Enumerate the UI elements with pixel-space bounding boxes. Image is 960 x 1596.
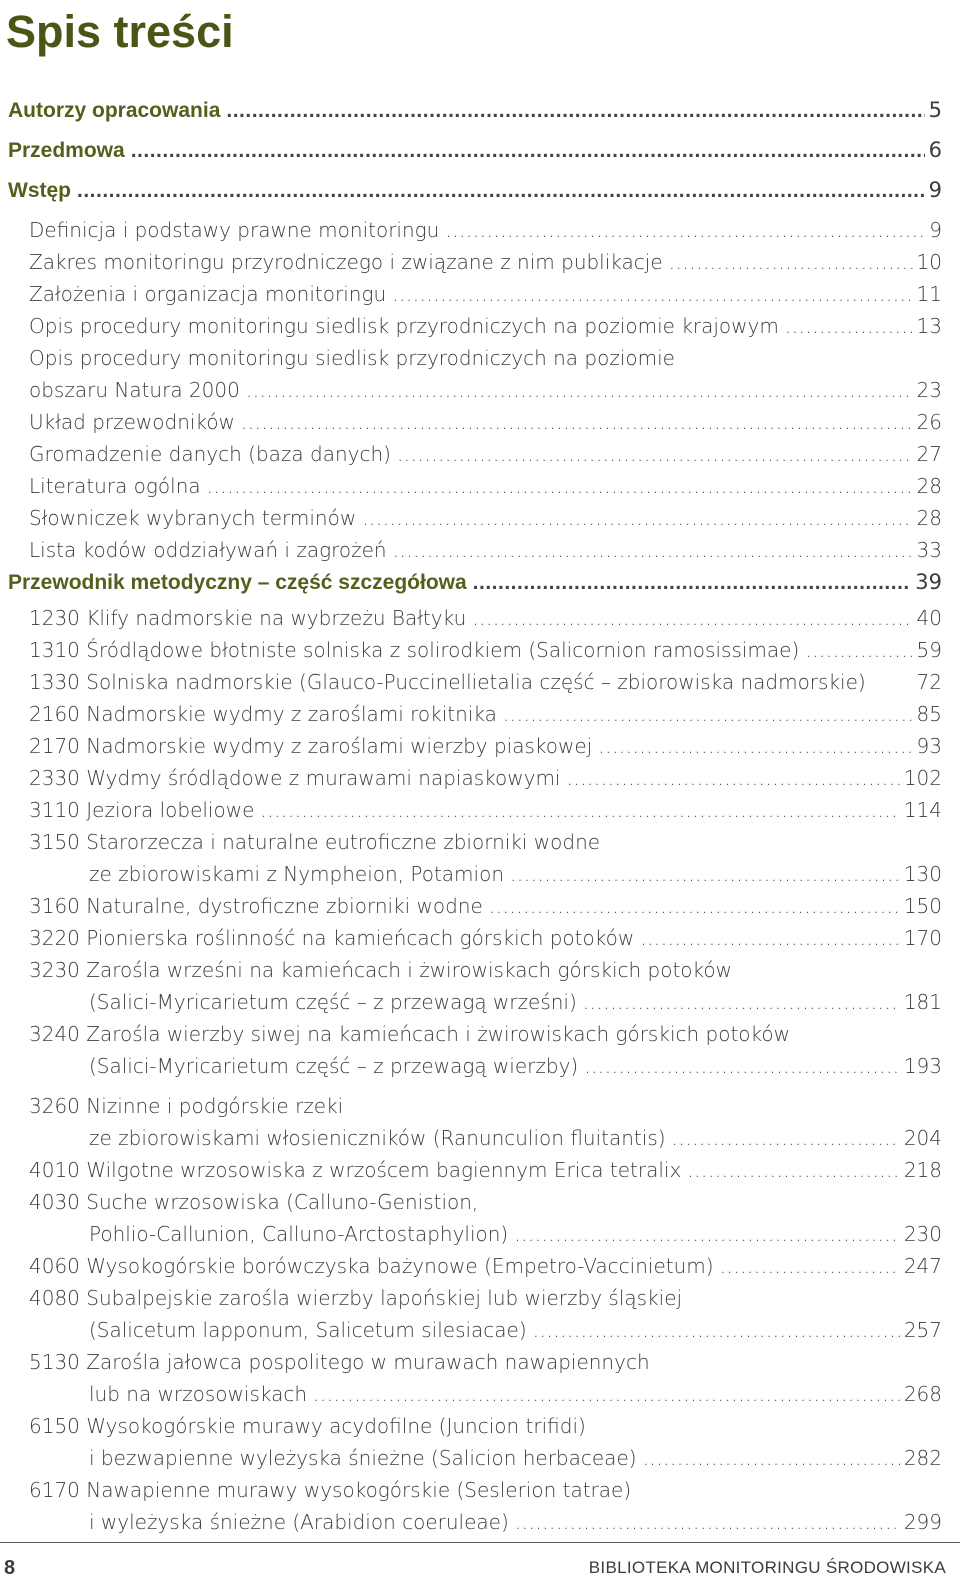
toc-entry[interactable]	[29, 699, 942, 729]
toc-entry-line: 3150 Starorzecza i naturalne eutroficzne zbiorniki wodne	[29, 830, 601, 854]
toc-page-number: 93	[916, 734, 942, 758]
toc-entry-title: 3220 Pionierska roślinność na kamieńcach górskich potoków	[29, 926, 635, 950]
toc-entry[interactable]	[29, 795, 942, 825]
toc-page-number: 23	[916, 378, 942, 402]
toc-entry-title: Zakres monitoringu przyrodniczego i związane z nim publikacje	[29, 250, 663, 274]
toc-entry-title: Założenia i organizacja monitoringu	[29, 282, 387, 306]
toc-entry[interactable]	[29, 731, 942, 761]
toc-section[interactable]	[8, 175, 942, 205]
toc-entry[interactable]	[89, 987, 942, 1017]
toc-entry[interactable]	[89, 1219, 942, 1249]
series-title: BIBLIOTEKA MONITORINGU ŚRODOWISKA	[588, 1558, 946, 1577]
toc-page-number: 59	[916, 638, 942, 662]
toc-page-number: 282	[903, 1446, 942, 1470]
toc-entry-line: 4080 Subalpejskie zarośla wierzby lapońskiej lub wierzby śląskiej	[29, 1286, 683, 1310]
dot-leader	[393, 535, 913, 565]
toc-entry-line: (Salici-Myricarietum część – z przewagą wierzby)	[89, 1054, 579, 1078]
toc-entry[interactable]	[29, 247, 942, 277]
toc-entry-title: Słowniczek wybranych terminów	[29, 506, 357, 530]
toc-entry-title: 4060 Wysokogórskie borówczyska bażynowe (Empetro-Vaccinietum)	[29, 1254, 714, 1278]
toc-page-number: 40	[916, 606, 942, 630]
toc-entry-line: 3260 Nizinne i podgórskie rzeki	[29, 1094, 344, 1118]
toc-section[interactable]	[8, 567, 942, 597]
toc-page-number: 150	[903, 894, 942, 918]
dot-leader	[566, 763, 899, 793]
dot-leader	[720, 1251, 900, 1281]
toc-entry-line: 3240 Zarośla wierzby siwej na kamieńcach i żwirowiskach górskich potoków	[29, 1022, 790, 1046]
dot-leader	[313, 1379, 900, 1409]
toc-page-number: 247	[903, 1254, 942, 1278]
dot-leader	[362, 503, 912, 533]
toc-entry[interactable]	[29, 667, 942, 697]
toc-page-number: 268	[903, 1382, 942, 1406]
toc-entry[interactable]	[29, 923, 942, 953]
toc-entry-title: 1330 Solniska nadmorskie (Glauco-Puccinellietalia część – zbiorowiska nadmorskie)	[29, 670, 866, 694]
toc-entry[interactable]	[89, 1123, 942, 1153]
dot-leader	[805, 635, 912, 665]
toc-entry-title: 1310 Śródlądowe błotniste solniska z solirodkiem (Salicornion ramosissimae)	[29, 638, 800, 662]
toc-page-number: 39	[915, 570, 942, 594]
toc-entry[interactable]	[89, 1379, 942, 1409]
dot-leader	[77, 176, 925, 206]
toc-entry[interactable]	[89, 1051, 942, 1081]
toc-entry[interactable]	[89, 1443, 942, 1473]
dot-leader	[472, 603, 912, 633]
toc-page-number: 114	[903, 798, 942, 822]
toc-section[interactable]	[8, 95, 942, 125]
dot-leader	[207, 471, 913, 501]
page-title: Spis treści	[6, 6, 234, 57]
toc-page-number: 10	[916, 250, 942, 274]
toc-entry-line: 6170 Nawapienne murawy wysokogórskie (Seslerion tatrae)	[29, 1478, 632, 1502]
toc-page-number: 130	[903, 862, 942, 886]
toc-entry-line: 3230 Zarośla wrześni na kamieńcach i żwirowiskach górskich potoków	[29, 958, 733, 982]
toc-page-number: 26	[916, 410, 942, 434]
dot-leader	[503, 699, 913, 729]
toc-entry[interactable]	[89, 1507, 942, 1537]
toc-page-number: 33	[916, 538, 942, 562]
toc-entry-title: Gromadzenie danych (baza danych)	[29, 442, 391, 466]
toc-entry[interactable]	[29, 279, 942, 309]
dot-leader	[510, 859, 900, 889]
toc-entry[interactable]	[29, 891, 942, 921]
toc-entry-title: Układ przewodników	[29, 410, 235, 434]
toc-entry-title: Opis procedury monitoringu siedlisk przyrodniczych na poziomie krajowym	[29, 314, 779, 338]
toc-entry-line: (Salici-Myricarietum część – z przewagą wrześni)	[89, 990, 577, 1014]
toc-entry-title: 3160 Naturalne, dystroficzne zbiorniki wodne	[29, 894, 483, 918]
toc-entry[interactable]	[29, 471, 942, 501]
toc-page-number: 85	[916, 702, 942, 726]
toc-entry-line: lub na wrzosowiskach	[89, 1382, 308, 1406]
toc-entry-title: Definicja i podstawy prawne monitoringu	[29, 218, 440, 242]
dot-leader	[598, 731, 912, 761]
toc-entry[interactable]	[29, 439, 942, 469]
dot-leader	[445, 215, 925, 245]
toc-page-number: 6	[928, 138, 942, 162]
toc-entry-title: 3110 Jeziora lobeliowe	[29, 798, 255, 822]
toc-page-number: 181	[903, 990, 942, 1014]
toc-page-number: 218	[903, 1158, 942, 1182]
toc-entry-line: (Salicetum lapponum, Salicetum silesiacae)	[89, 1318, 527, 1342]
toc-entry-title: Wstęp	[8, 179, 71, 202]
toc-entry-title: 1230 Klify nadmorskie na wybrzeżu Bałtyku	[29, 606, 467, 630]
dot-leader	[533, 1315, 900, 1345]
toc-entry-title: Literatura ogólna	[29, 474, 201, 498]
dot-leader	[226, 96, 924, 126]
toc-entry[interactable]	[29, 311, 942, 341]
footer-divider	[0, 1542, 960, 1543]
dot-leader	[640, 923, 900, 953]
toc-entry[interactable]	[29, 603, 942, 633]
dot-leader	[473, 568, 912, 598]
toc-entry[interactable]	[29, 375, 942, 405]
dot-leader	[392, 279, 912, 309]
toc-page-number: 204	[903, 1126, 942, 1150]
toc-page-number: 170	[903, 926, 942, 950]
toc-page-number: 299	[903, 1510, 942, 1534]
toc-page-number: 11	[916, 282, 942, 306]
toc-entry[interactable]	[29, 763, 942, 793]
toc-page-number: 9	[929, 218, 942, 242]
toc-entry-line: ze zbiorowiskami włosieniczników (Ranunculion fluitantis)	[89, 1126, 666, 1150]
toc-page-number: 5	[928, 98, 942, 122]
dot-leader	[672, 1123, 900, 1153]
toc-entry-title: Przewodnik metodyczny – część szczegółowa	[8, 571, 467, 594]
toc-page-number: 13	[916, 314, 942, 338]
toc-entry[interactable]	[29, 635, 942, 665]
toc-page-number: 27	[916, 442, 942, 466]
toc-entry-title: 4010 Wilgotne wrzosowiska z wrzoścem bagiennym Erica tetralix	[29, 1158, 682, 1182]
toc-entry-line: 4030 Suche wrzosowiska (Calluno-Genistion,	[29, 1190, 479, 1214]
toc-entry-title: 2160 Nadmorskie wydmy z zaroślami rokitnika	[29, 702, 497, 726]
toc-entry-line: i bezwapienne wyleżyska śnieżne (Salicion herbaceae)	[89, 1446, 637, 1470]
toc-entry[interactable]	[29, 1155, 942, 1185]
toc-entry-title: Lista kodów oddziaływań i zagrożeń	[29, 538, 387, 562]
toc-entry-title: Autorzy opracowania	[8, 99, 221, 122]
dot-leader	[246, 375, 913, 405]
toc-entry[interactable]	[29, 215, 942, 245]
toc-entry-line: obszaru Natura 2000	[29, 378, 240, 402]
dot-leader	[687, 1155, 900, 1185]
dot-leader	[785, 311, 913, 341]
dot-leader	[669, 247, 913, 277]
toc-section[interactable]	[8, 135, 942, 165]
page-number: 8	[4, 1557, 16, 1579]
toc-page-number: 28	[916, 506, 942, 530]
dot-leader	[241, 407, 913, 437]
toc-entry[interactable]	[29, 535, 942, 565]
dot-leader	[514, 1219, 900, 1249]
toc-entry-line: ze zbiorowiskami z Nympheion, Potamion	[89, 862, 505, 886]
toc-entry-title: Przedmowa	[8, 139, 125, 162]
toc-page-number: 28	[916, 474, 942, 498]
toc-entry[interactable]	[29, 407, 942, 437]
dot-leader	[584, 1051, 900, 1081]
toc-entry-line: i wyleżyska śnieżne (Arabidion coeruleae)	[89, 1510, 509, 1534]
toc-page-number: 102	[903, 766, 942, 790]
toc-page-number: 72	[916, 670, 942, 694]
dot-leader	[131, 136, 925, 166]
toc-entry-line: 6150 Wysokogórskie murawy acydofilne (Juncion trifidi)	[29, 1414, 586, 1438]
dot-leader	[260, 795, 899, 825]
toc-entry[interactable]	[29, 503, 942, 533]
toc-page-number: 193	[903, 1054, 942, 1078]
dot-leader	[489, 891, 900, 921]
toc-entry[interactable]	[89, 1315, 942, 1345]
dot-leader	[397, 439, 913, 469]
toc-entry[interactable]	[89, 859, 942, 889]
dot-leader	[583, 987, 900, 1017]
toc-entry[interactable]	[29, 1251, 942, 1281]
dot-leader	[643, 1443, 900, 1473]
toc-page-number: 9	[928, 178, 942, 202]
toc-entry-line: 5130 Zarośla jałowca pospolitego w murawach nawapiennych	[29, 1350, 650, 1374]
toc-page-number: 257	[903, 1318, 942, 1342]
toc-entry-title: 2170 Nadmorskie wydmy z zaroślami wierzby piaskowej	[29, 734, 593, 758]
toc-entry-title: 2330 Wydmy śródlądowe z murawami napiaskowymi	[29, 766, 561, 790]
dot-leader	[515, 1507, 900, 1537]
toc-entry-line: Pohlio-Callunion, Calluno-Arctostaphylion)	[89, 1222, 509, 1246]
toc-entry-line: Opis procedury monitoringu siedlisk przyrodniczych na poziomie	[29, 346, 675, 370]
toc-page-number: 230	[903, 1222, 942, 1246]
